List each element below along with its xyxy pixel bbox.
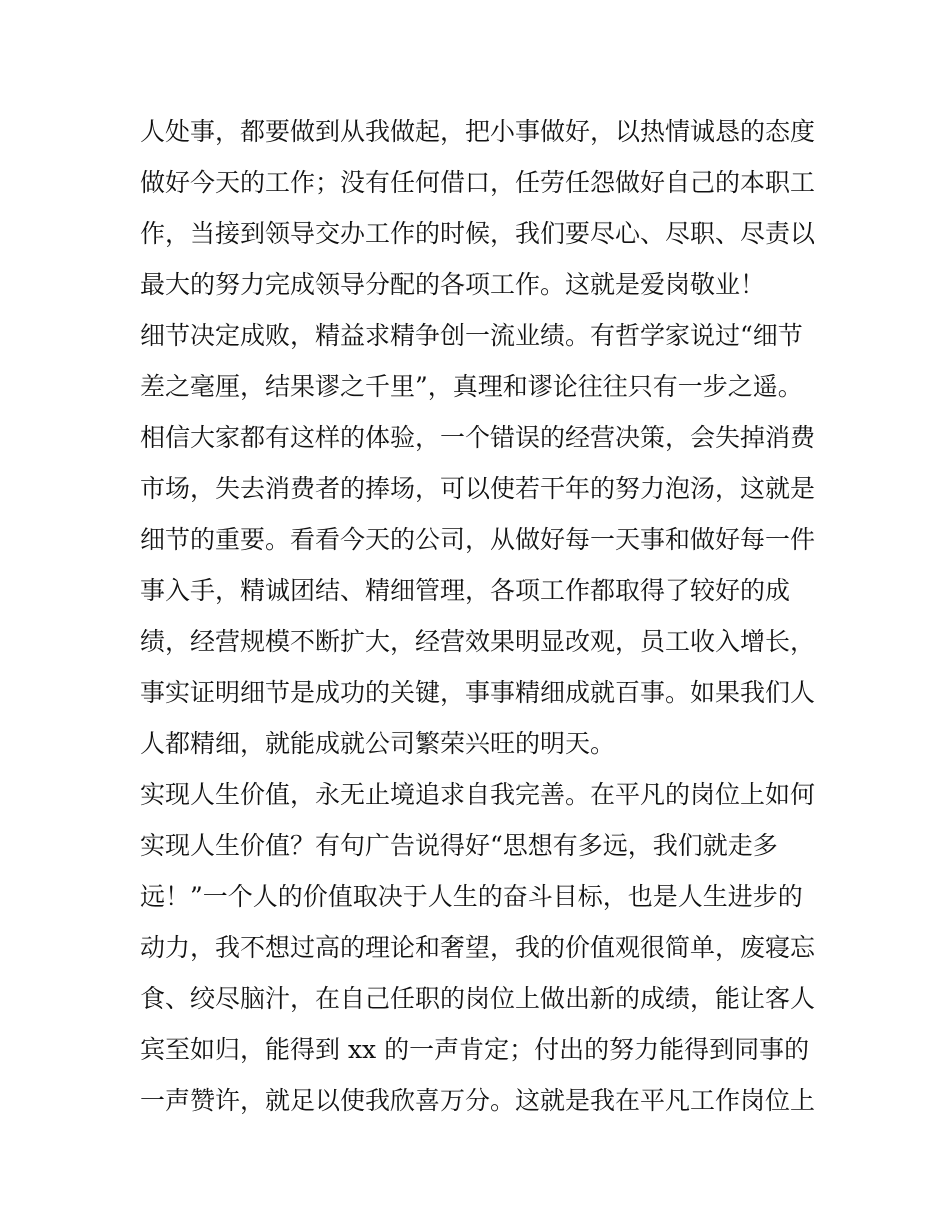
text-line: 相信大家都有这样的体验，一个错误的经营决策，会失掉消费 — [140, 423, 816, 452]
text-line: 绩，经营规模不断扩大，经营效果明显改观，员工收入增长， — [140, 627, 816, 656]
text-line: 差之毫厘，结果谬之千里”，真理和谬论往往只有一步之遥。 — [140, 372, 803, 401]
text-line: 食、绞尽脑汁，在自己任职的岗位上做出新的成绩，能让客人 — [140, 984, 816, 1013]
text-line: 事入手，精诚团结、精细管理，各项工作都取得了较好的成 — [140, 576, 791, 605]
text-line: 细节决定成败，精益求精争创一流业绩。有哲学家说过“细节 — [140, 321, 803, 350]
body-text — [140, 106, 820, 1126]
text-line: 事实证明细节是成功的关键，事事精细成就百事。如果我们人 — [140, 678, 816, 707]
text-line: 作，当接到领导交办工作的时候，我们要尽心、尽职、尽责以 — [140, 219, 816, 248]
text-line: 做好今天的工作；没有任何借口，任劳任怨做好自己的本职工 — [140, 168, 816, 197]
text-line: 宾至如归，能得到 xx 的一声肯定；付出的努力能得到同事的 — [140, 1035, 810, 1064]
text-line: 人都精细，就能成就公司繁荣兴旺的明天。 — [140, 729, 616, 758]
text-line: 细节的重要。看看今天的公司，从做好每一天事和做好每一件 — [140, 525, 816, 554]
text-line: 人处事，都要做到从我做起，把小事做好，以热情诚恳的态度 — [140, 117, 816, 146]
text-line: 一声赞许，就足以使我欣喜万分。这就是我在平凡工作岗位上 — [140, 1086, 816, 1115]
text-line: 市场，失去消费者的捧场，可以使若干年的努力泡汤，这就是 — [140, 474, 816, 503]
text-line: 实现人生价值？有句广告说得好“思想有多远，我们就走多 — [140, 831, 778, 860]
text-line: 动力，我不想过高的理论和奢望，我的价值观很简单，废寝忘 — [140, 933, 816, 962]
text-line: 实现人生价值，永无止境追求自我完善。在平凡的岗位上如何 — [140, 780, 816, 809]
text-line: 最大的努力完成领导分配的各项工作。这就是爱岗敬业！ — [140, 270, 766, 299]
text-line: 远！”一个人的价值取决于人生的奋斗目标，也是人生进步的 — [140, 882, 803, 911]
